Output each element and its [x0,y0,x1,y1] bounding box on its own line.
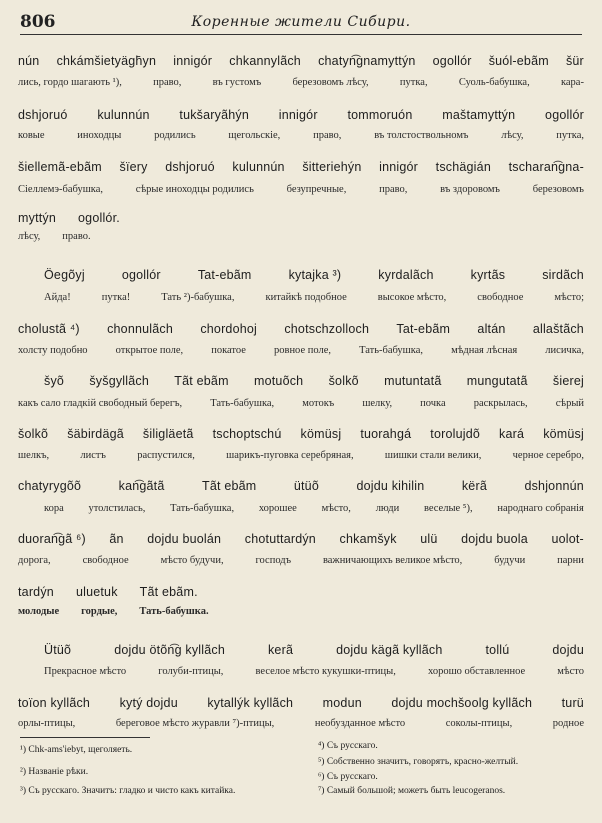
footnote: ⁵) Собственно значитъ, говорятъ, красно-желтый. [318,757,519,767]
yakut-word: kulunnún [232,160,285,174]
gloss-word: какъ сало гладкій свободный берегъ, [18,398,183,409]
russian-gloss-line [18,555,584,566]
yakut-line [18,108,584,122]
yakut-word: innigór [379,160,419,174]
gloss-word: лисичка, [545,345,584,356]
yakut-word: motuõch [253,374,304,388]
gloss-word: Прекрасное мѣсто [44,666,127,677]
yakut-line [18,585,584,599]
yakut-word: ogollór [121,268,161,282]
gloss-word: свободное [82,555,129,566]
yakut-word: chkamšyk [339,532,397,546]
gloss-word: кара- [560,77,584,88]
russian-gloss-line [18,130,584,141]
russian-gloss-line [18,450,584,461]
gloss-word: китайкѣ подобное [265,292,347,303]
yakut-line [18,211,584,225]
gloss-word: мѣсто; [554,292,584,303]
gloss-word: мѣсто, [321,503,351,514]
yakut-word: altán [477,322,506,336]
yakut-word: tuorahgá [360,427,412,441]
yakut-word: maštamyttýn [442,108,516,122]
gloss-word: народнаго собранія [497,503,584,514]
gloss-word: распустился, [137,450,195,461]
gloss-word: щегольскіе, [228,130,281,141]
gloss-word: господъ [255,555,292,566]
yakut-word: chotschzolloch [284,322,370,336]
yakut-word: mutuntatã [384,374,442,388]
yakut-word: dojdu mochšoolg kyllãch [391,696,533,710]
gloss-word: утолстилась, [88,503,146,514]
gloss-word: кора [44,503,64,514]
yakut-word: dshjoruó [18,108,68,122]
gloss-word: веселое мѣсто кукушки-птицы, [255,666,396,677]
yakut-word: cholustã ⁴) [18,322,80,336]
gloss-word: Тать-бабушка, [210,398,275,409]
yakut-word: dojdu kägã kyllãch [336,643,443,657]
gloss-word: орлы-птицы, [18,718,76,729]
yakut-word: šierej [552,374,584,388]
russian-gloss-line [18,606,584,617]
yakut-word: šyšgyllãch [89,374,150,388]
gloss-word: Тать-бабушка. [139,606,209,617]
gloss-word: лѣсу, [18,231,41,242]
gloss-word: почка [420,398,446,409]
gloss-word: покатое [211,345,246,356]
gloss-word: важничающихъ великое мѣсто, [322,555,463,566]
gloss-word: шелкъ, [18,450,50,461]
yakut-word: tschoptschú [212,427,282,441]
yakut-word: kömüsj [543,427,584,441]
yakut-word: kyrtãs [470,268,506,282]
yakut-word: toïon kyllãch [18,696,91,710]
gloss-word: будучи [494,555,526,566]
gloss-word: право. [62,231,91,242]
yakut-word: kytý dojdu [119,696,178,710]
yakut-word: kan͡gãtã [118,479,165,493]
gloss-word: путка, [556,130,584,141]
yakut-word: kerã [267,643,294,657]
footnote: ²) Названіе рѣки. [20,767,89,777]
gloss-word: береговое мѣсто журавли ⁷)-птицы, [115,718,275,729]
yakut-word: Tat-ebãm [396,322,451,336]
yakut-line [18,268,584,282]
yakut-word: innigór [173,54,213,68]
gloss-word: черное серебро, [512,450,584,461]
yakut-word: ogollór [545,108,584,122]
yakut-word: šyõ [44,374,65,388]
running-title: Коренные жители Сибири. [191,14,411,30]
yakut-word: šolkõ [18,427,49,441]
yakut-line [18,322,584,336]
yakut-word: tardýn [18,585,54,599]
yakut-word: duoran͡gã ⁶) [18,532,86,546]
yakut-line [18,54,584,68]
yakut-word: modun [322,696,362,710]
gloss-word: необузданное мѣсто [314,718,406,729]
yakut-word: tschägián [435,160,491,174]
yakut-word: šitteriehýn [302,160,362,174]
yakut-word: allaštãch [532,322,584,336]
yakut-word: Tãt ebãm. [139,585,198,599]
gloss-word: лѣсу, [501,130,524,141]
yakut-word: Tãt ebãm [174,374,229,388]
yakut-word: šäbirdägã [67,427,124,441]
yakut-word: chatyn͡gnamyttýn [318,54,416,68]
gloss-word: открытое поле, [115,345,184,356]
gloss-word: лись, гордо шагають ¹), [18,77,122,88]
gloss-word: березовомъ лѣсу, [292,77,369,88]
gloss-word: шишки стали велики, [384,450,482,461]
footnote: ⁶) Съ русскаго. [318,772,378,782]
russian-gloss-line [18,77,584,88]
gloss-word: Сіеллемэ-бабушка, [18,184,104,195]
yakut-word: ogollór [432,54,472,68]
gloss-word: листъ [80,450,106,461]
yakut-word: šiligläetã [142,427,194,441]
yakut-word: dshjoruó [165,160,215,174]
yakut-word: uolot- [551,532,584,546]
gloss-word: мѣдная лѣсная [451,345,518,356]
gloss-word: путка! [101,292,131,303]
yakut-word: kömüsj [300,427,342,441]
yakut-word: torolujdõ [430,427,481,441]
yakut-line [18,160,584,174]
gloss-word: Айда! [44,292,71,303]
russian-gloss-line [18,231,584,242]
gloss-word: сѣрый [555,398,584,409]
yakut-word: dojdu ötõn͡g kyllãch [114,643,226,657]
gloss-word: право, [313,130,342,141]
yakut-word: kytajka ³) [288,268,342,282]
yakut-word: dojdu kihilin [356,479,425,493]
russian-gloss-line [18,666,584,677]
gloss-word: право, [153,77,182,88]
gloss-word: высокое мѣсто, [377,292,447,303]
footnote: ³) Съ русскаго. Значитъ: гладко и чисто какъ китайка. [20,786,236,796]
gloss-word: родное [552,718,584,729]
gloss-word: веселые ⁵), [423,503,473,514]
footnote: ⁴) Съ русскаго. [318,741,378,751]
yakut-word: dojdu buolán [147,532,222,546]
yakut-line [18,374,584,388]
yakut-line [18,643,584,657]
yakut-word: chkannylãch [229,54,301,68]
footnote: ¹) Chk-ams'iebyt, щеголяеть. [20,745,133,755]
yakut-word: Öegõyj [44,268,85,282]
gloss-word: въ толстоствольномъ [374,130,469,141]
yakut-word: šuól-ebãm [488,54,549,68]
yakut-word: chordohoj [200,322,258,336]
gloss-word: голуби-птицы, [158,666,224,677]
gloss-word: въ густомъ [212,77,262,88]
gloss-word: ровное поле, [273,345,331,356]
yakut-word: myttýn [18,211,57,225]
yakut-word: Ütüõ [44,643,72,657]
page-header [20,12,582,34]
yakut-word: tollú [485,643,510,657]
yakut-word: sirdãch [542,268,584,282]
gloss-word: молодые [18,606,60,617]
yakut-word: mungutatã [466,374,528,388]
footnote: ⁷) Самый большой; можетъ быть leucogeranos. [318,786,506,796]
yakut-word: kytallýk kyllãch [207,696,294,710]
gloss-word: шелку, [362,398,393,409]
gloss-word: соколы-птицы, [445,718,513,729]
gloss-word: мѣсто [557,666,584,677]
yakut-word: chkámšietyägh̄yn [56,54,157,68]
gloss-word: березовомъ [532,184,584,195]
yakut-word: šolkõ [328,374,359,388]
gloss-word: люди [375,503,400,514]
yakut-word: dojdu [552,643,584,657]
russian-gloss-line [18,345,584,356]
yakut-word: ogollór. [78,211,120,225]
yakut-word: innigór [278,108,318,122]
yakut-line [18,696,584,710]
yakut-word: kyrdalãch [378,268,434,282]
gloss-word: сѣрые иноходцы родились [135,184,254,195]
yakut-word: tscharan͡gna- [508,160,584,174]
yakut-word: chotuttardýn [244,532,316,546]
yakut-word: ãn [109,532,124,546]
gloss-word: свободное [477,292,524,303]
gloss-word: раскрылась, [473,398,528,409]
yakut-word: Tat-ebãm [197,268,252,282]
russian-gloss-line [18,292,584,303]
yakut-word: šïery [119,160,148,174]
yakut-word: dojdu buola [461,532,528,546]
yakut-word: tommoruón [347,108,413,122]
header-rule [20,34,582,35]
yakut-word: Tãt ebãm [201,479,257,493]
gloss-word: Тать ²)-бабушка, [161,292,235,303]
page-number: 806 [20,12,56,32]
yakut-word: ütüõ [293,479,319,493]
yakut-word: uluetuk [75,585,118,599]
gloss-word: путка, [399,77,428,88]
gloss-word: Суоль-бабушка, [458,77,530,88]
gloss-word: парни [557,555,584,566]
gloss-word: родились [154,130,196,141]
yakut-line [18,479,584,493]
yakut-word: šiellemã-ebãm [18,160,102,174]
yakut-word: dshjonnún [524,479,584,493]
yakut-word: chonnulãch [107,322,174,336]
gloss-word: мотокъ [302,398,335,409]
gloss-word: холсту подобно [18,345,88,356]
gloss-word: хорошее [258,503,297,514]
gloss-word: иноходцы [77,130,122,141]
gloss-word: безупречные, [286,184,347,195]
russian-gloss-line [18,718,584,729]
gloss-word: Тать-бабушка, [170,503,235,514]
russian-gloss-line [18,184,584,195]
yakut-word: ulü [420,532,438,546]
yakut-word: kulunnún [97,108,150,122]
gloss-word: гордые, [81,606,118,617]
yakut-word: kërã [461,479,487,493]
gloss-word: ковые [18,130,45,141]
footnote-rule [20,737,150,738]
russian-gloss-line [18,503,584,514]
yakut-word: tukšaryãhýn [179,108,250,122]
gloss-word: шарикъ-пуговка серебряная, [226,450,354,461]
gloss-word: право, [379,184,408,195]
yakut-word: turü [561,696,584,710]
gloss-word: въ здоровомъ [440,184,500,195]
gloss-word: хорошо обставленное [427,666,526,677]
yakut-line [18,427,584,441]
gloss-word: мѣсто будучи, [160,555,224,566]
yakut-word: kará [499,427,525,441]
yakut-word: šür [565,54,584,68]
gloss-word: дорога, [18,555,51,566]
russian-gloss-line [18,398,584,409]
yakut-line [18,532,584,546]
yakut-word: chatyrygõõ [18,479,82,493]
gloss-word: Тать-бабушка, [359,345,423,356]
yakut-word: nún [18,54,40,68]
